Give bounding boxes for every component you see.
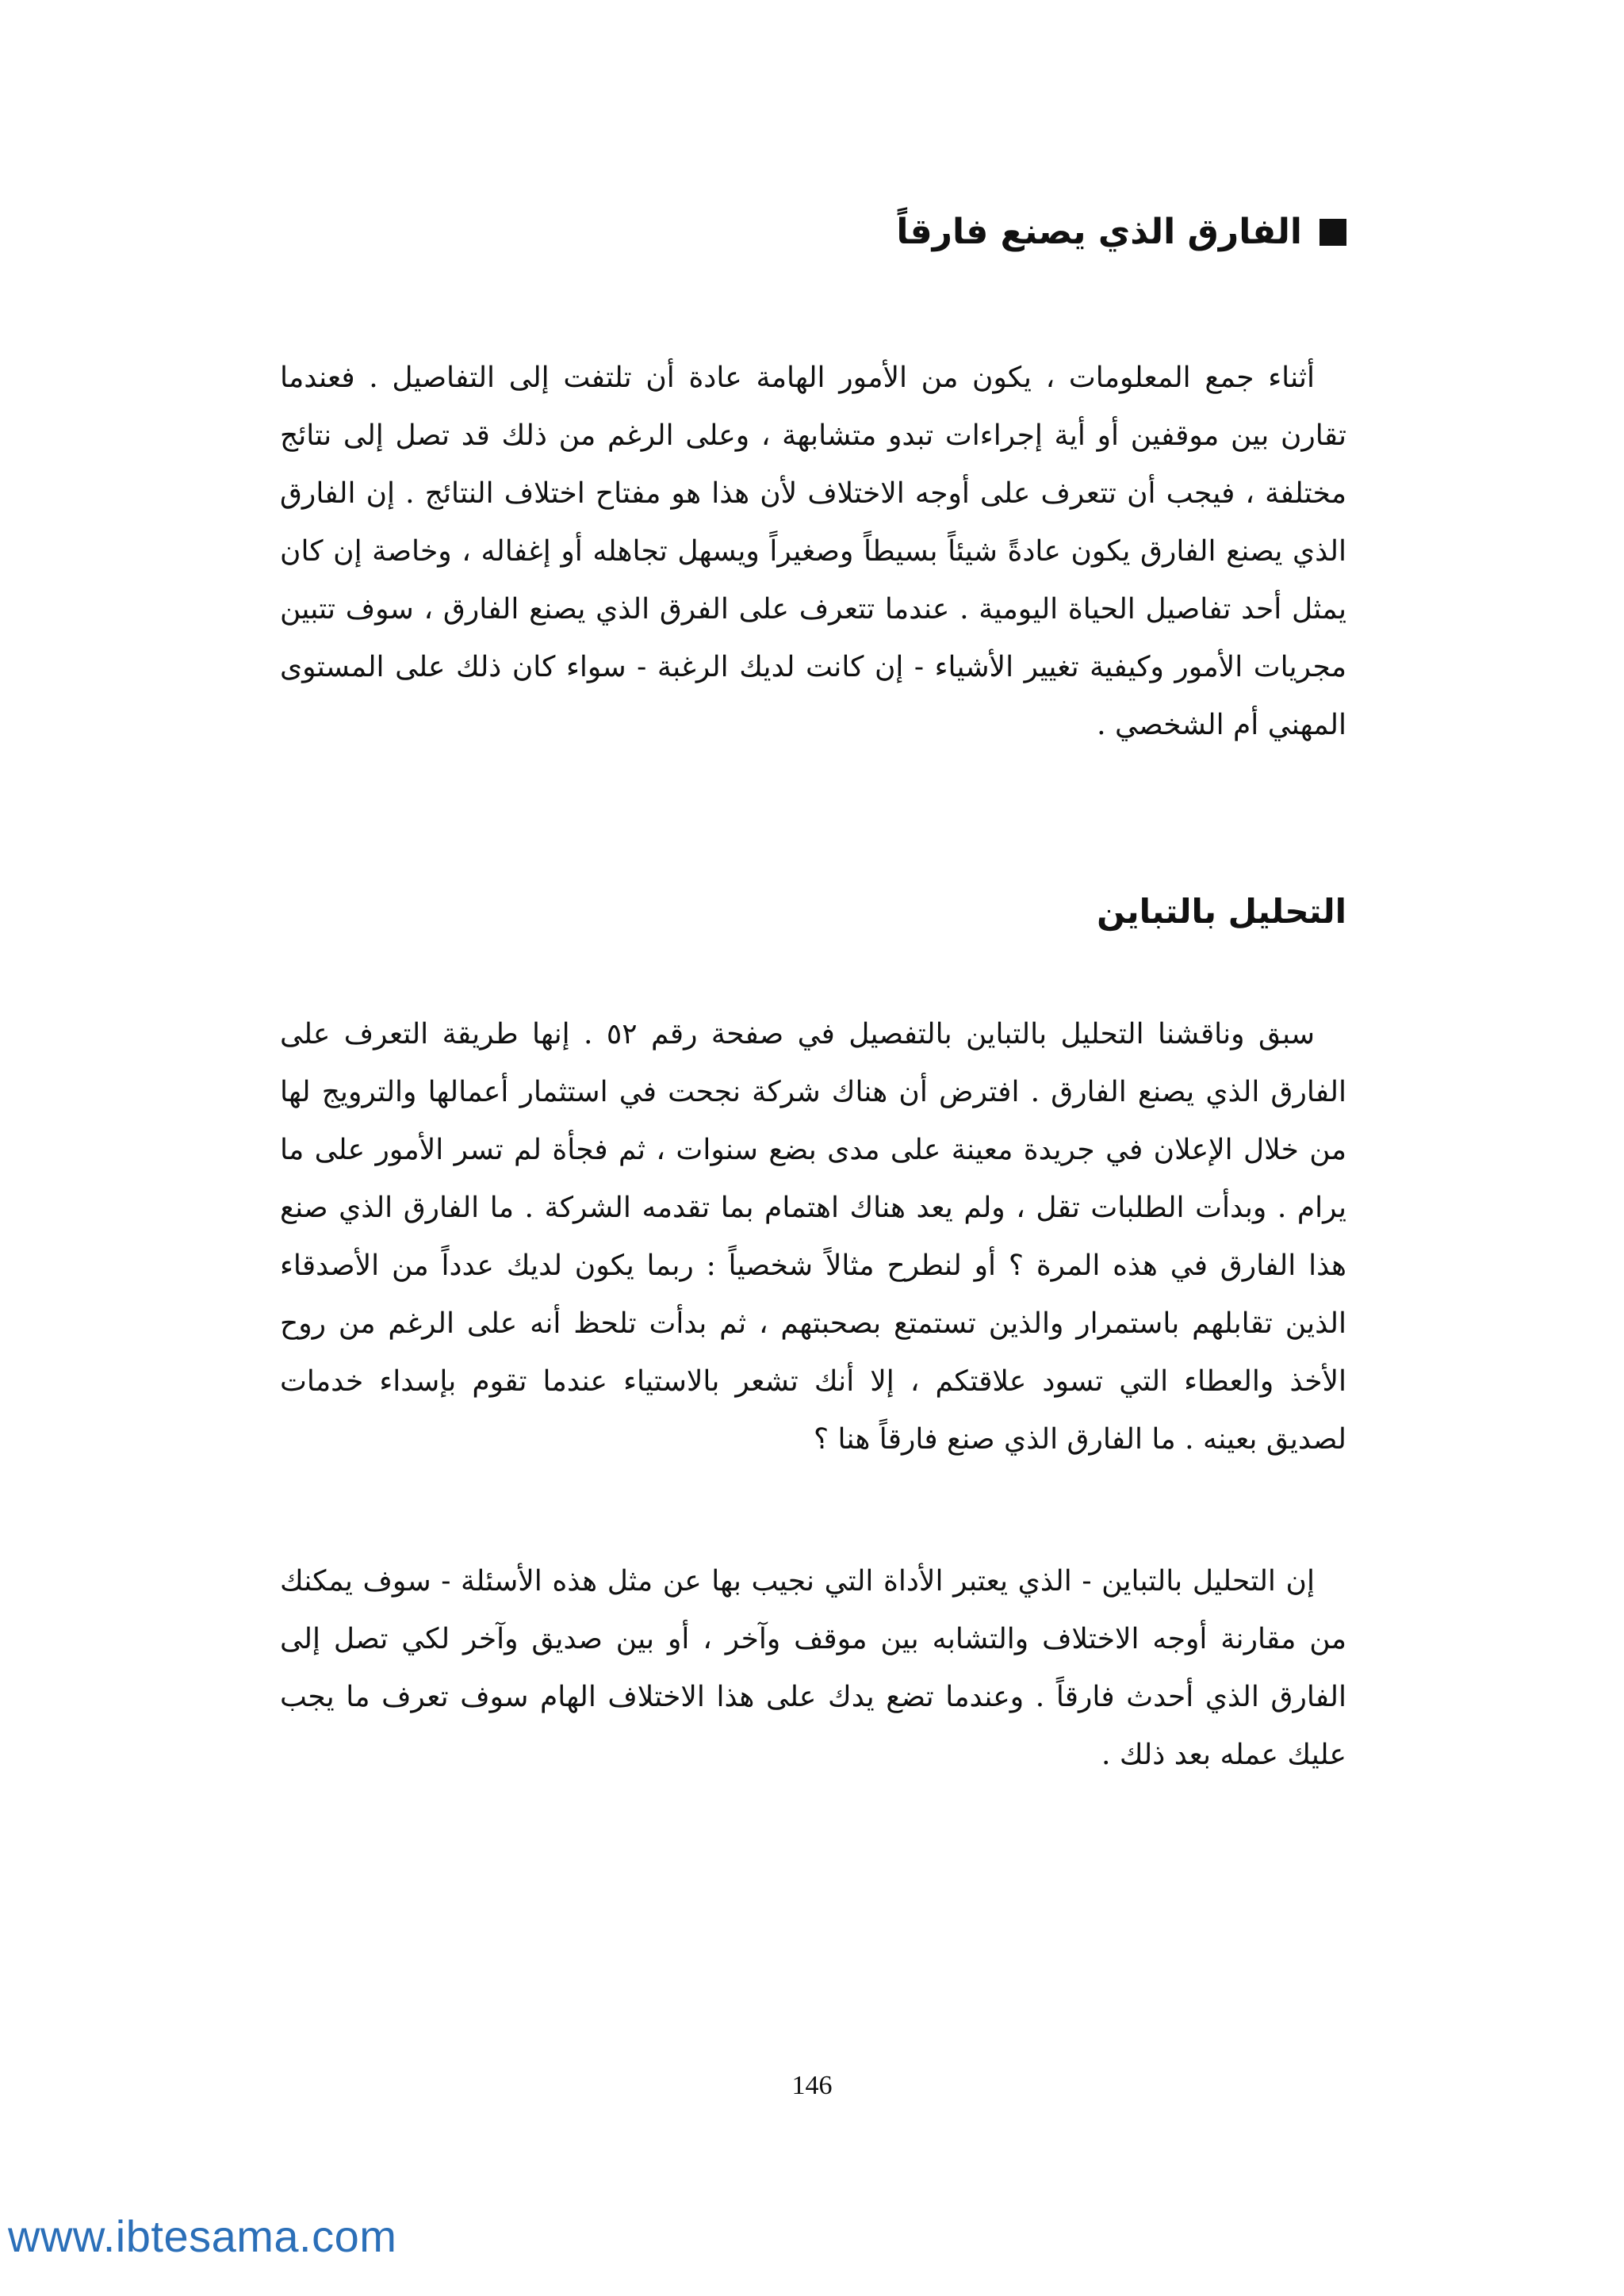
section-heading [284, 205, 1346, 260]
paragraph-contrast-example: سبق وناقشنا التحليل بالتباين بالتفصيل في صفحة رقم ٥٢ . إنها طريقة التعرف على الفارق الذي يصنع الفارق . افترض أن هناك شركة نجحت في استثمار أعمالها والترويج لها من خلال الإعلان في جريدة معينة على مدى بضع سنوات ، ثم فجأة لم تسر الأمور على ما يرام . وبدأت الطلبات تقل ، ولم يعد هناك اهتمام بما تقدمه الشركة . ما الفارق الذي صنع هذا الفارق في هذه المرة ؟ أو لنطرح مثالاً شخصياً : ربما يكون لديك عدداً من الأصدقاء الذين تقابلهم باستمرار والذين تستمتع بصحبتهم ، ثم بدأت تلحظ أنه على الرغم من روح الأخذ والعطاء التي تسود علاقتكم ، إلا أنك تشعر بالاستياء عندما تقوم بإسداء خدمات لصديق بعينه . ما الفارق الذي صنع فارقاً هنا ؟ [280, 1018, 1346, 1456]
section-heading-text: الفارق الذي يصنع فارقاً [896, 212, 1302, 252]
watermark-url: www.ibtesama.com [8, 2211, 397, 2261]
paragraph-contrast-conclusion: إن التحليل بالتباين - الذي يعتبر الأداة التي نجيب بها عن مثل هذه الأسئلة - سوف يمكنك من مقارنة أوجه الاختلاف والتشابه بين موقف وآخر ، أو بين صديق وآخر لكي تصل إلى الفارق الذي أحدث فارقاً . وعندما تضع يدك على هذا الاختلاف الهام سوف تعرف ما يجب عليك عمله بعد ذلك . [280, 1565, 1346, 1771]
square-bullet-icon [1320, 219, 1346, 246]
subheading-contrast-analysis: التحليل بالتباين [1097, 892, 1346, 931]
paragraph-details: أثناء جمع المعلومات ، يكون من الأمور الهامة عادة أن تلتفت إلى التفاصيل . فعندما تقارن بين موقفين أو أية إجراءات تبدو متشابهة ، وعلى الرغم من ذلك قد تصل إلى نتائج مختلفة ، فيجب أن تتعرف على أوجه الاختلاف لأن هذا هو مفتاح اختلاف النتائج . إن الفارق الذي يصنع الفارق يكون عادةً شيئاً بسيطاً وصغيراً ويسهل تجاهله أو إغفاله ، وخاصة إن كان يمثل أحد تفاصيل الحياة اليومية . عندما تتعرف على الفرق الذي يصنع الفارق ، سوف تتبين مجريات الأمور وكيفية تغيير الأشياء - إن كانت لديك الرغبة - سواء كان ذلك على المستوى المهني أم الشخصي . [280, 362, 1346, 741]
page-number: 146 [791, 2071, 833, 2100]
